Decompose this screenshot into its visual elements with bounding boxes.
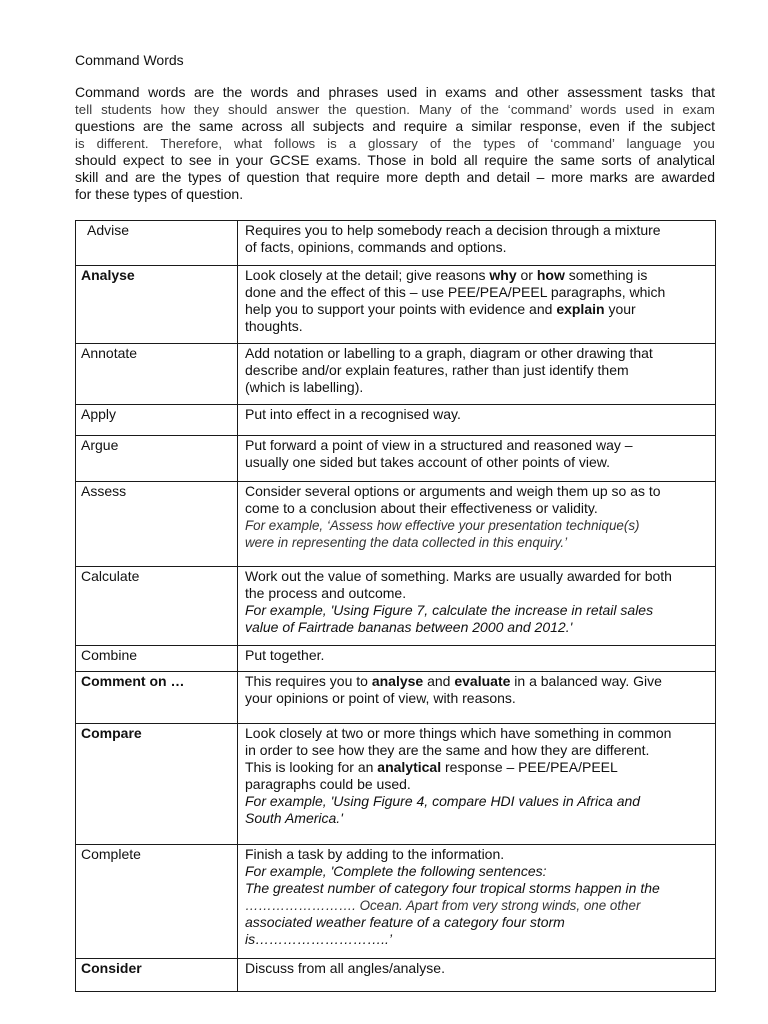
intro-line: Command words are the words and phrases used in exams and other assessment tasks that <box>75 84 715 100</box>
definition-cell <box>238 405 716 436</box>
table-row <box>76 344 716 405</box>
bold-keyword: explain <box>556 301 605 317</box>
definition-line: Put together. <box>245 647 325 663</box>
table-row <box>76 959 716 992</box>
text-run: or <box>516 267 537 283</box>
bold-keyword: analyse <box>371 673 424 689</box>
definition-cell <box>238 959 716 992</box>
intro-line: for these types of question. <box>75 186 244 202</box>
table-row <box>76 845 716 959</box>
definition-cell <box>238 672 716 724</box>
definition-cell <box>238 724 716 845</box>
definition-line: your opinions or point of view, with reasons. <box>245 690 516 706</box>
example-line: is………………………..’ <box>245 931 392 947</box>
definition-line: Finish a task by adding to the information. <box>245 846 505 862</box>
bold-keyword: why <box>489 267 517 283</box>
intro-line: is different. Therefore, what follows is a glossary of the types of ‘command’ language you <box>75 136 715 151</box>
table-row <box>76 405 716 436</box>
term-cell: Argue <box>76 436 238 482</box>
example-line: value of Fairtrade bananas between 2000 and 2012.' <box>245 619 573 635</box>
bold-keyword: how <box>536 267 565 283</box>
definition-cell <box>238 221 716 266</box>
definition-line: describe and/or explain features, rather than just identify them <box>245 362 629 378</box>
definition-cell <box>238 344 716 405</box>
text-run: This requires you to <box>245 673 372 689</box>
definition-line: paragraphs could be used. <box>245 776 411 792</box>
text-run: your <box>604 301 636 317</box>
text-run: help you to support your points with evidence and <box>245 301 557 317</box>
term-cell: Calculate <box>76 567 238 646</box>
command-words-table <box>75 220 716 992</box>
definition-line: come to a conclusion about their effectiveness or validity. <box>245 500 598 516</box>
definition-line <box>245 301 709 318</box>
definition-line: done and the effect of this – use PEE/PEA/PEEL paragraphs, which <box>245 284 666 300</box>
term-cell: Annotate <box>76 344 238 405</box>
bold-keyword: evaluate <box>454 673 511 689</box>
example-line: For example, 'Using Figure 7, calculate the increase in retail sales <box>245 602 654 618</box>
intro-line: questions are the same across all subjects and require a similar response, even if the subject <box>75 118 715 134</box>
term-cell: Apply <box>76 405 238 436</box>
table-row <box>76 221 716 266</box>
example-line: The greatest number of category four tropical storms happen in the <box>245 880 660 896</box>
definition-line: Put forward a point of view in a structured and reasoned way – <box>245 437 633 453</box>
table-row <box>76 672 716 724</box>
definition-line: thoughts. <box>245 318 303 334</box>
definition-line: the process and outcome. <box>245 585 407 601</box>
text-run: and <box>423 673 455 689</box>
term-cell: Comment on … <box>76 672 238 724</box>
definition-cell <box>238 266 716 344</box>
table-row <box>76 436 716 482</box>
example-line: ……………………. Ocean. Apart from very strong winds, one other <box>245 898 641 913</box>
intro-paragraph <box>75 84 715 203</box>
term-cell: Combine <box>76 646 238 672</box>
definition-line <box>245 673 709 690</box>
table-row <box>76 724 716 845</box>
table-row <box>76 482 716 567</box>
term-cell: Compare <box>76 724 238 845</box>
table-row <box>76 567 716 646</box>
text-run: This is looking for an <box>245 759 378 775</box>
example-line: For example, 'Using Figure 4, compare HDI values in Africa and <box>245 793 641 809</box>
table-row <box>76 646 716 672</box>
example-line: For example, 'Complete the following sentences: <box>245 863 547 879</box>
term-cell: Consider <box>76 959 238 992</box>
definition-cell <box>238 482 716 567</box>
text-run: Look closely at the detail; give reasons <box>245 267 490 283</box>
intro-line: should expect to see in your GCSE exams. Those in bold all require the same sorts of analytical <box>75 152 715 168</box>
definition-line: Discuss from all angles/analyse. <box>245 960 445 976</box>
term-cell: Assess <box>76 482 238 567</box>
term-cell: Analyse <box>76 266 238 344</box>
definition-line: usually one sided but takes account of other points of view. <box>245 454 611 470</box>
intro-line: tell students how they should answer the question. Many of the ‘command’ words used in exam <box>75 102 715 117</box>
definition-line: of facts, opinions, commands and options. <box>245 239 507 255</box>
definition-line: Look closely at two or more things which have something in common <box>245 725 672 741</box>
example-line: associated weather feature of a category four storm <box>245 914 565 930</box>
text-run: something is <box>564 267 648 283</box>
definition-line <box>245 267 709 284</box>
example-line: For example, ‘Assess how effective your presentation technique(s) <box>245 518 640 533</box>
table-row <box>76 266 716 344</box>
bold-keyword: analytical <box>377 759 442 775</box>
text-run: in a balanced way. Give <box>510 673 662 689</box>
definition-line: Work out the value of something. Marks are usually awarded for both <box>245 568 672 584</box>
example-line: were in representing the data collected in this enquiry.’ <box>245 535 568 550</box>
definition-line: Requires you to help somebody reach a decision through a mixture <box>245 222 661 238</box>
term-cell: Advise <box>76 221 238 266</box>
definition-line: Add notation or labelling to a graph, diagram or other drawing that <box>245 345 653 361</box>
definition-line: (which is labelling). <box>245 379 364 395</box>
example-line: South America.' <box>245 810 343 826</box>
document-title: Command Words <box>75 52 184 68</box>
text-run: response – PEE/PEA/PEEL <box>441 759 618 775</box>
definition-line <box>245 759 709 776</box>
definition-cell <box>238 646 716 672</box>
intro-line: skill and are the types of question that require more depth and detail – more marks are awarded <box>75 169 715 185</box>
definition-line: Consider several options or arguments and weigh them up so as to <box>245 483 661 499</box>
term-cell: Complete <box>76 845 238 959</box>
definition-cell <box>238 845 716 959</box>
definition-cell <box>238 567 716 646</box>
definition-line: in order to see how they are the same and how they are different. <box>245 742 650 758</box>
definition-line: Put into effect in a recognised way. <box>245 406 461 422</box>
definition-cell <box>238 436 716 482</box>
